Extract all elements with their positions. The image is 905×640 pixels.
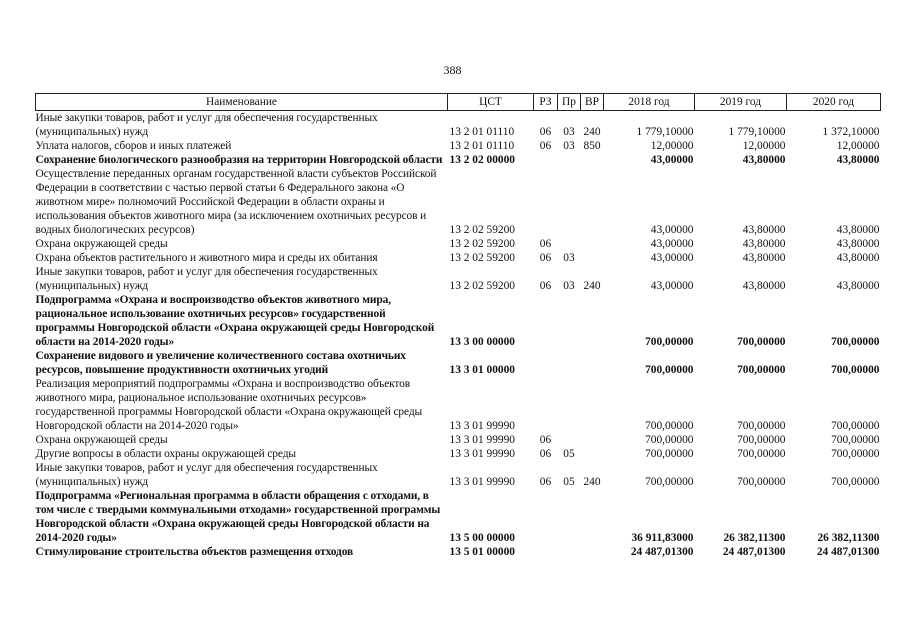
page-number: 388 — [443, 63, 462, 77]
table-row — [36, 153, 881, 167]
row-pr — [558, 489, 581, 545]
row-pr: 03 — [563, 126, 575, 138]
row-pr: 05 — [563, 448, 575, 460]
header-rz: РЗ — [534, 94, 558, 111]
row-name: Иные закупки товаров, работ и услуг для обеспечения государственных (муниципальных) нужд — [35, 462, 378, 488]
table-row — [36, 377, 881, 433]
table-row — [36, 461, 881, 489]
row-rz: 06 — [539, 252, 552, 264]
row-cst: 13 3 01 99990 — [449, 476, 515, 488]
row-vr — [581, 433, 604, 447]
row-value-2020: 43,80000 — [836, 238, 880, 250]
row-value-2019: 700,00000 — [737, 448, 786, 460]
row-cst: 13 2 02 59200 — [449, 280, 515, 292]
row-vr — [581, 489, 604, 545]
row-vr — [581, 377, 604, 433]
row-name: Уплата налогов, сборов и иных платежей — [35, 140, 232, 152]
row-cst: 13 5 00 00000 — [449, 532, 515, 544]
row-pr: 03 — [563, 252, 575, 264]
table-body — [36, 111, 881, 560]
row-cst: 13 5 01 00000 — [449, 546, 515, 558]
row-rz: 06 — [539, 280, 552, 292]
table-row — [36, 293, 881, 349]
row-rz: 06 — [539, 476, 552, 488]
table-row — [36, 265, 881, 293]
row-value-2020: 700,00000 — [831, 434, 880, 446]
row-name: Иные закупки товаров, работ и услуг для обеспечения государственных (муниципальных) нужд — [35, 112, 378, 138]
table-row — [36, 433, 881, 447]
row-value-2019: 43,80000 — [742, 238, 786, 250]
row-cst: 13 3 01 99990 — [449, 448, 515, 460]
row-cst: 13 3 01 99990 — [449, 420, 515, 432]
row-value-2020: 700,00000 — [831, 448, 880, 460]
row-name: Сохранение биологического разнообразия на территории Новгородской области — [35, 154, 443, 166]
row-value-2020: 700,00000 — [831, 476, 880, 488]
row-vr — [581, 237, 604, 251]
row-vr — [581, 153, 604, 167]
row-cst: 13 3 01 00000 — [449, 364, 515, 376]
row-value-2020: 700,00000 — [831, 420, 880, 432]
header-2019: 2019 год — [695, 94, 787, 111]
row-name: Иные закупки товаров, работ и услуг для обеспечения государственных (муниципальных) нужд — [35, 266, 378, 292]
row-name: Стимулирование строительства объектов размещения отходов — [35, 546, 354, 558]
row-name: Реализация мероприятий подпрограммы «Охрана и воспроизводство объектов животного мира, рациональное использование охотничьих ресурсов» государственной программы Новгородской области «Охрана окружающей среды Новгородской области на 2014-2020 годы» — [35, 378, 423, 432]
row-vr: 850 — [583, 140, 601, 152]
row-vr: 240 — [583, 280, 601, 292]
table-row — [36, 237, 881, 251]
row-cst: 13 3 00 00000 — [449, 336, 515, 348]
row-cst: 13 2 02 59200 — [449, 238, 515, 250]
row-value-2020: 1 372,10000 — [822, 126, 880, 138]
row-rz — [534, 167, 558, 237]
row-value-2018: 12,00000 — [650, 140, 694, 152]
row-value-2018: 700,00000 — [645, 336, 694, 348]
row-value-2018: 24 487,01300 — [630, 546, 694, 558]
row-value-2019: 700,00000 — [737, 476, 786, 488]
table-row — [36, 139, 881, 153]
row-value-2020: 43,80000 — [836, 224, 880, 236]
table-row — [36, 251, 881, 265]
row-rz — [534, 153, 558, 167]
row-pr: 03 — [563, 140, 575, 152]
row-value-2020: 24 487,01300 — [816, 546, 880, 558]
row-value-2019: 1 779,10000 — [728, 126, 786, 138]
row-value-2018: 43,00000 — [650, 224, 694, 236]
row-value-2020: 43,80000 — [836, 252, 880, 264]
row-rz: 06 — [539, 238, 552, 250]
row-value-2019: 12,00000 — [742, 140, 786, 152]
row-pr — [558, 349, 581, 377]
row-value-2019: 700,00000 — [737, 364, 786, 376]
row-value-2018: 36 911,83000 — [631, 532, 694, 544]
row-rz — [534, 545, 558, 559]
row-value-2020: 26 382,11300 — [817, 532, 880, 544]
row-rz: 06 — [539, 140, 552, 152]
row-value-2018: 700,00000 — [645, 364, 694, 376]
row-vr — [581, 251, 604, 265]
row-pr — [558, 545, 581, 559]
row-vr — [581, 349, 604, 377]
row-pr: 05 — [563, 476, 575, 488]
row-vr: 240 — [583, 126, 601, 138]
row-rz — [534, 293, 558, 349]
row-value-2019: 700,00000 — [737, 420, 786, 432]
row-cst: 13 2 02 59200 — [449, 252, 515, 264]
table-row — [36, 111, 881, 140]
row-pr — [558, 433, 581, 447]
table-row — [36, 489, 881, 545]
row-rz — [534, 489, 558, 545]
row-value-2018: 1 779,10000 — [636, 126, 694, 138]
row-rz: 06 — [539, 448, 552, 460]
row-cst: 13 2 01 01110 — [449, 140, 515, 152]
header-2020: 2020 год — [787, 94, 881, 111]
row-value-2019: 26 382,11300 — [723, 532, 786, 544]
header-name: Наименование — [36, 94, 448, 111]
row-cst: 13 2 01 01110 — [449, 126, 515, 138]
row-pr — [558, 167, 581, 237]
table-row — [36, 167, 881, 237]
row-cst: 13 3 01 99990 — [449, 434, 515, 446]
row-rz: 06 — [539, 434, 552, 446]
row-value-2018: 700,00000 — [645, 476, 694, 488]
row-pr — [558, 377, 581, 433]
row-value-2019: 700,00000 — [737, 336, 786, 348]
row-value-2019: 43,80000 — [742, 252, 786, 264]
row-value-2019: 700,00000 — [737, 434, 786, 446]
row-name: Подпрограмма «Региональная программа в области обращения с отходами, в том числе с твердыми коммунальными отходами» государственной программы Новгородской области «Охрана окружающей среды Новгородской области на 2014-2020 годы» — [35, 490, 441, 544]
row-value-2019: 43,80000 — [742, 154, 786, 166]
row-value-2020: 12,00000 — [836, 140, 880, 152]
row-value-2019: 43,80000 — [742, 224, 786, 236]
row-value-2018: 700,00000 — [645, 448, 694, 460]
header-vr: ВР — [581, 94, 604, 111]
row-cst: 13 2 02 59200 — [449, 224, 515, 236]
row-rz: 06 — [539, 126, 552, 138]
table-header-row — [36, 94, 881, 111]
row-vr — [581, 167, 604, 237]
row-vr — [581, 447, 604, 461]
row-value-2020: 700,00000 — [831, 336, 880, 348]
row-value-2018: 700,00000 — [645, 434, 694, 446]
row-name: Сохранение видового и увеличение количественного состава охотничьих ресурсов, повышение продуктивности охотничьих угодий — [35, 350, 406, 376]
row-cst: 13 2 02 00000 — [449, 154, 515, 166]
row-name: Подпрограмма «Охрана и воспроизводство объектов животного мира, рациональное использование охотничьих ресурсов» государственной программы Новгородской области «Охрана окружающей среды Новгородской области на 2014-2020 годы» — [35, 294, 435, 348]
row-value-2018: 43,00000 — [650, 252, 694, 264]
budget-table — [35, 93, 881, 559]
row-value-2020: 700,00000 — [831, 364, 880, 376]
table-row — [36, 447, 881, 461]
table-row — [36, 349, 881, 377]
header-2018: 2018 год — [604, 94, 695, 111]
row-value-2018: 43,00000 — [650, 280, 694, 292]
table-row — [36, 545, 881, 559]
row-vr: 240 — [583, 476, 601, 488]
row-vr — [581, 293, 604, 349]
header-pr: Пр — [558, 94, 581, 111]
row-name: Другие вопросы в области охраны окружающей среды — [35, 448, 296, 460]
row-name: Охрана окружающей среды — [35, 238, 168, 250]
row-value-2020: 43,80000 — [836, 280, 880, 292]
row-pr — [558, 293, 581, 349]
row-rz — [534, 377, 558, 433]
row-rz — [534, 349, 558, 377]
row-value-2019: 24 487,01300 — [722, 546, 786, 558]
header-cst: ЦСТ — [448, 94, 534, 111]
row-value-2020: 43,80000 — [836, 154, 880, 166]
row-name: Осуществление переданных органам государственной власти субъектов Российской Федерации в соответствии с частью первой статьи 6 Федерального закона «О животном мире» полномочий Российской Федерации в области охраны и использования объектов животного мира (за исключением охотничьих ресурсов и водных биологических ресурсов) — [35, 168, 437, 236]
row-pr — [558, 237, 581, 251]
row-vr — [581, 545, 604, 559]
row-value-2018: 43,00000 — [650, 238, 694, 250]
row-name: Охрана объектов растительного и животного мира и среды их обитания — [35, 252, 378, 264]
row-value-2018: 43,00000 — [650, 154, 694, 166]
row-pr — [558, 153, 581, 167]
row-name: Охрана окружающей среды — [35, 434, 168, 446]
row-value-2018: 700,00000 — [645, 420, 694, 432]
row-pr: 03 — [563, 280, 575, 292]
row-value-2019: 43,80000 — [742, 280, 786, 292]
